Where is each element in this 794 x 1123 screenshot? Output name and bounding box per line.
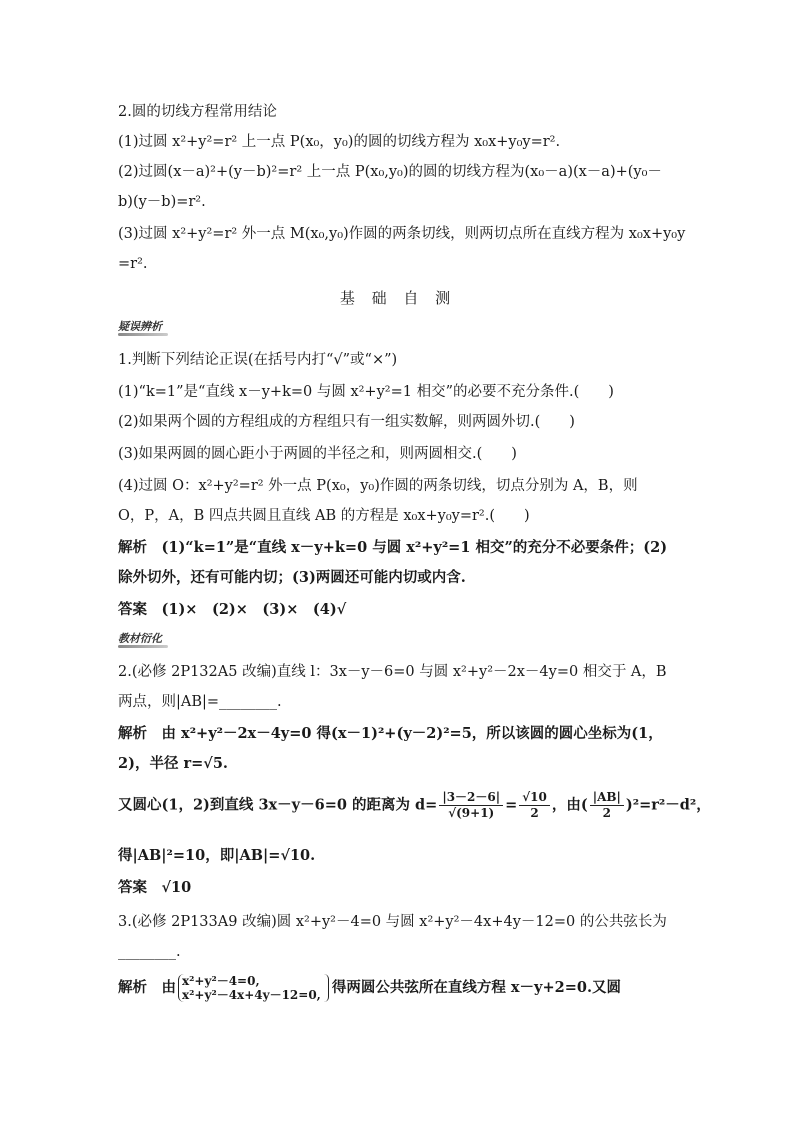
q3-analysis-pre: 解析 由 bbox=[118, 979, 176, 996]
q3-equation-system bbox=[178, 974, 321, 1002]
q2-answer: 答案 √10 bbox=[118, 879, 192, 896]
tag-textbook-derivation: 教材衍化 bbox=[118, 632, 162, 645]
q2-post-text: )²=r²－d²， bbox=[625, 796, 711, 814]
section-title: 2.圆的切线方程常用结论 bbox=[118, 104, 277, 120]
q2-fraction-distance-num: |3－2－6| bbox=[439, 790, 503, 806]
q1-item-4: (4)过圆 O：x²+y²=r² 外一点 P(x₀，y₀)作圆的两条切线，切点分别为 A，B，则 bbox=[118, 478, 638, 494]
q2-fraction-half-chord-den: 2 bbox=[602, 806, 611, 820]
q2-mid-text: ，由( bbox=[551, 796, 588, 814]
q3-analysis-post: 得两圆公共弦所在直线方程 x－y+2=0.又圆 bbox=[331, 979, 622, 996]
q1-stem: 1.判断下列结论正误(在括号内打“√”或“×”) bbox=[118, 352, 398, 368]
section-item-2-cont: b)(y－b)=r². bbox=[118, 194, 206, 210]
q2-fraction-result-den: 2 bbox=[530, 806, 539, 820]
q2-result-line: 得|AB|²=10，即|AB|=√10. bbox=[118, 847, 316, 864]
q2-fraction-result-num: √10 bbox=[519, 790, 550, 806]
section-item-3: (3)过圆 x²+y²=r² 外一点 M(x₀,y₀)作圆的两条切线，则两切点所在直线方程为 x₀x+y₀y bbox=[118, 226, 686, 242]
q2-distance-text: 又圆心(1，2)到直线 3x－y－6=0 的距离为 d= bbox=[118, 796, 438, 814]
q3-stem: 3.(必修 2P133A9 改编)圆 x²+y²－4=0 与圆 x²+y²－4x+4y－12=0 的公共弦长为 bbox=[118, 914, 667, 930]
tag-misconception: 疑误辨析 bbox=[118, 320, 162, 333]
q2-analysis-cont: 2)，半径 r=√5. bbox=[118, 755, 228, 772]
q2-fraction-half-chord bbox=[590, 790, 624, 821]
q3-system-brace bbox=[324, 974, 329, 1002]
q3-analysis-line bbox=[118, 974, 621, 1002]
q1-item-3: (3)如果两圆的圆心距小于两圆的半径之和，则两圆相交.( ) bbox=[118, 446, 517, 462]
q3-equation-2: x²+y²－4x+4y－12=0, bbox=[182, 988, 321, 1002]
section-item-2: (2)过圆(x－a)²+(y－b)²=r² 上一点 P(x₀,y₀)的圆的切线方程为(x₀－a)(x－a)+(y₀－ bbox=[118, 164, 662, 180]
q2-stem: 2.(必修 2P132A5 改编)直线 l：3x－y－6=0 与圆 x²+y²－2x－4y=0 相交于 A，B bbox=[118, 664, 667, 680]
q2-equals: = bbox=[505, 796, 518, 814]
q2-fraction-result bbox=[519, 790, 550, 821]
q2-fraction-distance-den: √(9+1) bbox=[448, 806, 495, 820]
q2-fraction-distance bbox=[439, 790, 503, 821]
q3-stem-cont: ________. bbox=[118, 944, 181, 960]
q1-analysis-cont: 除外切外，还有可能内切；(3)两圆还可能内切或内含. bbox=[118, 569, 466, 586]
q2-analysis: 解析 由 x²+y²－2x－4y=0 得(x－1)²+(y－2)²=5，所以该圆的圆心坐标为(1， bbox=[118, 725, 663, 742]
q1-answer: 答案 (1)× (2)× (3)× (4)√ bbox=[118, 601, 347, 618]
section-item-1: (1)过圆 x²+y²=r² 上一点 P(x₀，y₀)的圆的切线方程为 x₀x+y₀y=r². bbox=[118, 134, 561, 150]
q1-item-4-cont: O，P，A，B 四点共圆且直线 AB 的方程是 x₀x+y₀y=r².( ) bbox=[118, 508, 530, 524]
q1-item-2: (2)如果两个圆的方程组成的方程组只有一组实数解，则两圆外切.( ) bbox=[118, 414, 575, 430]
q1-analysis: 解析 (1)“k=1”是“直线 x－y+k=0 与圆 x²+y²=1 相交”的充分不必要条件；(2) bbox=[118, 539, 668, 556]
heading-basic-self-test: 基 础 自 测 bbox=[339, 289, 457, 307]
q2-distance-line bbox=[118, 790, 711, 821]
q3-equation-1: x²+y²－4=0, bbox=[182, 974, 260, 988]
q2-fraction-half-chord-num: |AB| bbox=[590, 790, 624, 806]
q2-stem-cont: 两点，则|AB|=________. bbox=[118, 694, 282, 710]
section-item-3-cont: =r². bbox=[118, 256, 148, 272]
q1-item-1: (1)“k=1”是“直线 x－y+k=0 与圆 x²+y²=1 相交”的必要不充分条件.( ) bbox=[118, 384, 614, 400]
